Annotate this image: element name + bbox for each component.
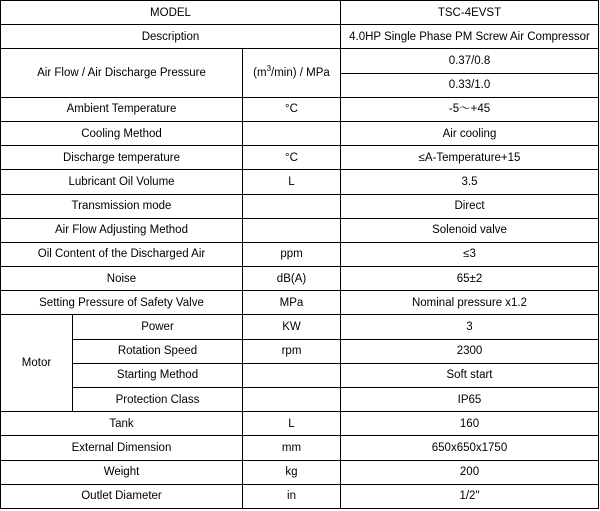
motor-row-unit: rpm — [243, 339, 341, 363]
table-row-description — [1, 25, 599, 49]
row-unit: °C — [243, 97, 341, 121]
table-row — [1, 267, 599, 291]
table-row — [1, 194, 599, 218]
row-unit: mm — [243, 436, 341, 460]
table-row-motor — [1, 339, 599, 363]
row-label: Transmission mode — [1, 194, 243, 218]
row-label: Discharge temperature — [1, 146, 243, 170]
row-value: 1/2" — [341, 484, 599, 508]
row-label: Ambient Temperature — [1, 97, 243, 121]
airflow-unit-sup: 3 — [266, 64, 272, 74]
row-unit: kg — [243, 460, 341, 484]
table-row-motor — [1, 363, 599, 387]
row-unit: dB(A) — [243, 267, 341, 291]
row-value: -5～+45 — [341, 97, 599, 121]
motor-row-label: Rotation Speed — [73, 339, 243, 363]
motor-row-value: IP65 — [341, 388, 599, 412]
row-label: Outlet Diameter — [1, 484, 243, 508]
row-value: Air cooling — [341, 121, 599, 145]
motor-row-value: Soft start — [341, 363, 599, 387]
motor-row-value: 2300 — [341, 339, 599, 363]
motor-row-label: Power — [73, 315, 243, 339]
row-unit — [243, 194, 341, 218]
table-row-airflow — [1, 49, 599, 73]
airflow-unit-pre: (m — [253, 67, 267, 80]
row-value: 200 — [341, 460, 599, 484]
row-value: 3.5 — [341, 170, 599, 194]
table-row — [1, 484, 599, 508]
row-label: Oil Content of the Discharged Air — [1, 242, 243, 266]
description-value: 4.0HP Single Phase PM Screw Air Compressor — [341, 25, 599, 49]
row-label: Tank — [1, 412, 243, 436]
airflow-label: Air Flow / Air Discharge Pressure — [1, 49, 243, 97]
table-row — [1, 291, 599, 315]
row-value: ≤3 — [341, 242, 599, 266]
table-row-motor — [1, 315, 599, 339]
row-value: ≤A-Temperature+15 — [341, 146, 599, 170]
model-value: TSC-4EVST — [341, 1, 599, 25]
table-row — [1, 436, 599, 460]
row-label: Air Flow Adjusting Method — [1, 218, 243, 242]
motor-row-label: Protection Class — [73, 388, 243, 412]
motor-row-value: 3 — [341, 315, 599, 339]
row-label: External Dimension — [1, 436, 243, 460]
row-unit: ppm — [243, 242, 341, 266]
row-unit: L — [243, 170, 341, 194]
motor-row-unit — [243, 388, 341, 412]
airflow-unit-post: /min) / MPa — [271, 67, 330, 80]
row-unit: in — [243, 484, 341, 508]
row-unit: °C — [243, 146, 341, 170]
airflow-value-2: 0.33/1.0 — [341, 73, 599, 97]
airflow-value-1: 0.37/0.8 — [341, 49, 599, 73]
row-value: 160 — [341, 412, 599, 436]
row-unit: MPa — [243, 291, 341, 315]
row-value: Direct — [341, 194, 599, 218]
description-label: Description — [1, 25, 341, 49]
table-row — [1, 218, 599, 242]
motor-row-label: Starting Method — [73, 363, 243, 387]
row-label: Cooling Method — [1, 121, 243, 145]
table-row — [1, 121, 599, 145]
table-row-model — [1, 1, 599, 25]
row-unit: L — [243, 412, 341, 436]
row-value: Solenoid valve — [341, 218, 599, 242]
row-label: Setting Pressure of Safety Valve — [1, 291, 243, 315]
table-row — [1, 412, 599, 436]
table-row — [1, 97, 599, 121]
table-row — [1, 170, 599, 194]
motor-row-unit — [243, 363, 341, 387]
row-value: 650x650x1750 — [341, 436, 599, 460]
row-unit — [243, 121, 341, 145]
row-value: Nominal pressure x1.2 — [341, 291, 599, 315]
table-row-motor — [1, 388, 599, 412]
table-row — [1, 146, 599, 170]
motor-row-unit: KW — [243, 315, 341, 339]
table-row — [1, 460, 599, 484]
row-label: Noise — [1, 267, 243, 291]
row-unit — [243, 218, 341, 242]
model-label: MODEL — [1, 1, 341, 25]
row-value: 65±2 — [341, 267, 599, 291]
motor-group-label: Motor — [1, 315, 73, 412]
row-label: Weight — [1, 460, 243, 484]
airflow-unit — [243, 49, 341, 97]
row-label: Lubricant Oil Volume — [1, 170, 243, 194]
table-row — [1, 242, 599, 266]
